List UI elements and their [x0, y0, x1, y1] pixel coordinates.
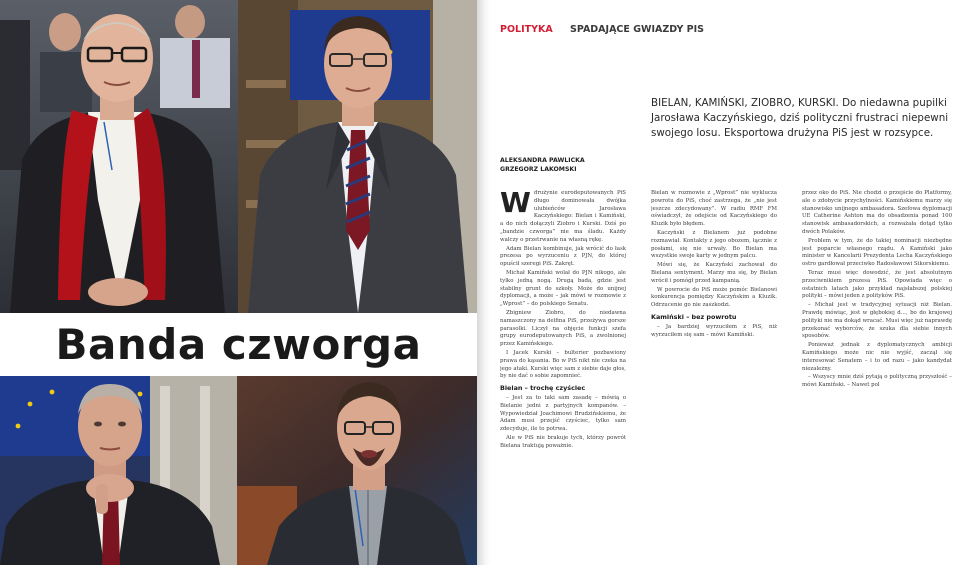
article-column-1: [500, 190, 626, 565]
article-headline: [0, 313, 477, 376]
paragraph: przez oko do PiS. Nie chodzi o przejście do Platformy, ale o zdobycie przychylności. Kamińskiemu marzy się stanowisko unijnego ambasadora. Szefowa dyplomacji UE Catherine Ashton ma do obsadzenia ponad 100 stanowisk ambasadorskich, a rozważała dotąd tylko dwóch Polaków.: [802, 190, 952, 235]
paragraph: Kaczyński z Bielanem już podobne rozmawiał. Kontakty z jego obozem, łącznie z posłami, się nie urwały. Bo Bielan ma wszystkie swoje karty w jednym palcu.: [651, 229, 777, 260]
paragraph: Teraz musi więc dowodzić, że jest absolutnym przeciwnikiem prezesa PiS. Opowiada więc o ostatnich latach jako przykład najsłabszej polskiej polityki – mówi jeden z polityków PiS.: [802, 269, 952, 300]
paragraph: Problem w tym, że do takiej nominacji niezbędne jest poparcie własnego rządu. A Kamiński jako minister w Kancelarii Prezydenta Lecha Kaczyńskiego ostro gardłował przeciwko Radosławowi Sikorskiemu.: [802, 237, 952, 268]
photo-striped-tie: [238, 0, 477, 313]
headline-text: Banda czworga: [55, 320, 422, 369]
drop-cap: W: [500, 190, 531, 219]
subheading: Kamiński – bez powrotu: [651, 312, 737, 321]
subheading: Bielan – trochę czyściec: [500, 384, 586, 393]
article-lead: BIELAN, KAMIŃSKI, ZIOBRO, KURSKI. Do niedawna pupilki Jarosława Kaczyńskiego, dziś polityczni frustraci niepewni swojego losu. Eksportowa drużyna PiS jest w rozsypce.: [651, 97, 949, 139]
article-column-3: [802, 190, 952, 565]
section-label: [500, 24, 704, 35]
author-name: ALEKSANDRA PAWLICKA: [500, 157, 585, 164]
paragraph: Adam Bielan kombinuje, jak wrócić do łask prezesa po wyrzuceniu z PJN, do której opuścił szeregi PiS. Zakręt.: [500, 245, 626, 268]
article-column-2: [651, 190, 777, 565]
page-gutter: [477, 0, 491, 565]
paragraph: – Ja bardziej wyrzuciłem z PiS, niż wyrzuciłem się sam – mówi Kamiński.: [651, 323, 777, 338]
paragraph: I Jacek Kurski – bulterier pozbawiony prawa do kąsania. Bo w PiS nikt nie czeka na jego ataki. Kurski więc sam z siebie daje głos, by nie dać o sobie zapomnieć.: [500, 349, 626, 380]
paragraph: – Wszyscy mnie dziś pytają o polityczną przyszłość – mówi Kamiński. – Nawet pol: [802, 374, 952, 389]
paragraph: Zbigniew Ziobro, do niedawna namaszczony na delfina PiS, przeżywa gorsze parasolki. Liczył na objęcie funkcji szefa grupy eurodeputowanych PiS, a zwolnionej przez Kamińskiego.: [500, 309, 626, 348]
author-byline: [500, 157, 585, 174]
paragraph: Ale w PiS nie brakuje tych, którzy powrót Bielana traktują poważnie.: [500, 434, 626, 449]
paragraph: W powrocie do PiS może pomóc Bielanowi konkurencja pomiędzy Kaczyńskim a Kluzik. Odrzucenie go nie zaszkodzi.: [651, 286, 777, 309]
paragraph: – Michał jest w tradycyjnej sytuacji niż Bielan. Prawdę mówiąc, jest w głębokiej d..., bo do krajowej polityki nie ma dokąd wracać. Musi więc już naprawdę przekonać wyborców, że szuka dla siebie innych sposobów.: [802, 302, 952, 340]
photo-hand-at-collar: [0, 376, 237, 565]
paragraph: Mówi się, że Kaczyński zachował do Bielana sentyment. Marzy mu się, by Bielan wrócił i pomógł przed kampanią.: [651, 262, 777, 284]
photo-glasses-speaking: [237, 376, 477, 565]
section-subtitle: SPADAJĄCE GWIAZDY PIS: [570, 24, 704, 35]
paragraph: Michał Kamiński wolał do PJN nikogo, ale tylko jedną nogą. Drugą bada, gdzie jest stabilny grunt do szkoły. Może do unijnej dyplomacji, a może – jak mówi w rozmowie z „Wprost” – do polskiego Senatu.: [500, 269, 626, 308]
author-name: GRZEGORZ LAKOMSKI: [500, 165, 577, 173]
paragraph: Wdrużynie eurodeputowanych PiS długo dominowała dwójka ulubieńców Jarosława Kaczyńskiego: Bielan i Kamiński, a do nich dołączyli Ziobro i Kurski. Dziś po „bandzie czworga” nie ma śladu. Każdy walczy o przetrwanie na własną rękę.: [500, 190, 626, 243]
paragraph: Ponieważ jednak z dyplomatycznych ambicji Kamińskiego może nic nie wyjść, zaczął się interesować Senatem – i to od razu – jako kandydat niezależny.: [802, 342, 952, 372]
paragraph: Bielan w rozmowie z „Wprost” nie wyklucza powrotu do PiS, choć zastrzega, że „nie jest jeszcze zdecydowany”. W radiu RMF FM oświadczył, że odejście od Kaczyńskiego do Kluzik było błędem.: [651, 190, 777, 228]
section-name: POLITYKA: [500, 24, 553, 35]
paragraph: – Jest za to taki sam zasadę – mówią o Bielanie jedni z partyjnych kompanów. – Wypowiedział Joachimowi Brudzińskiemu, że Adam musi przejść czyściec, tylko sam zdecyduje, ile to potrwa.: [500, 394, 626, 433]
photo-red-scarf: [0, 0, 238, 313]
